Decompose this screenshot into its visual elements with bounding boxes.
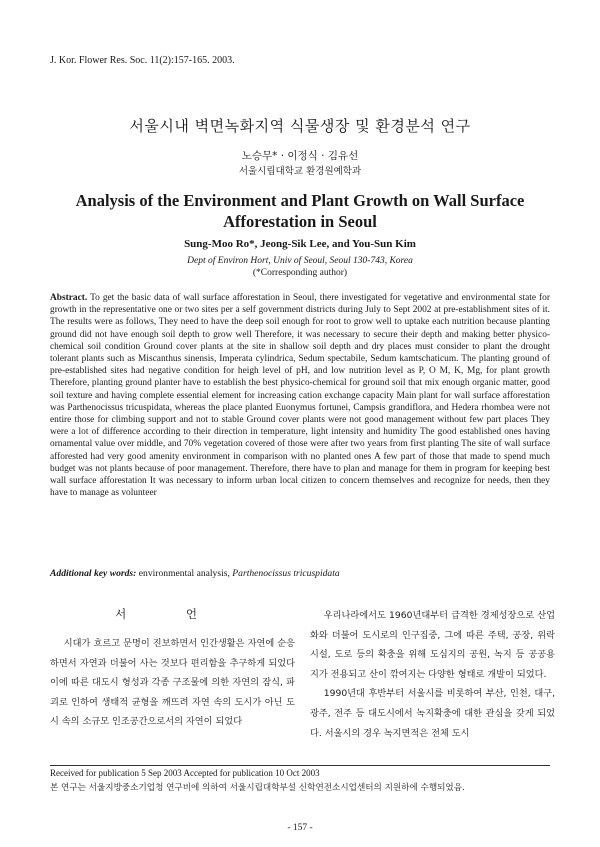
korean-affiliation: 서울시립대학교 환경원예학과 xyxy=(238,166,362,177)
english-authors: Sung-Moo Ro*, Jeong-Sik Lee, and You-Sun Kim xyxy=(184,238,416,250)
keywords-label: Additional key words: xyxy=(50,568,137,579)
page-number: - 157 - xyxy=(287,823,313,833)
corresponding-note: (*Corresponding author) xyxy=(252,268,348,278)
english-affiliation: Dept of Environ Hort, Univ of Seoul, Seoul 130-743, Korea xyxy=(187,256,413,266)
english-title: Analysis of the Environment and Plant Growth on Wall Surface Afforestation in Seoul xyxy=(75,191,525,231)
section-heading: 서 언 xyxy=(115,607,225,621)
abstract-label: Abstract. xyxy=(50,293,88,303)
footnote-rule xyxy=(50,765,550,766)
intro-paragraph-right-1: 우리나라에서도 1960년대부터 급격한 경제성장으로 산업화와 더불어 도시로의 인구집중, 그에 따른 주택, 공장, 위락시설, 도로 등의 확충을 위해 도심지의 공원, 녹지 등 공공용지가 전용되고 산이 깎여지는 다양한 형태로 개발이 되었다. xyxy=(310,610,555,680)
korean-authors: 노승무* · 이정식 · 김유선 xyxy=(241,150,359,162)
intro-paragraph-left: 시대가 흐르고 문명이 진보하면서 인간생활은 자연에 순응하면서 자연과 더불어 사는 것보다 편리함을 추구하게 되었다 이에 따른 대도시 형성과 각종 구조물에 의한 자연의 잠식, 파괴로 인하여 생태적 균형을 깨뜨려 자연 속의 도시가 아닌 도시 속의 소규모 인조공간으로서의 자연이 되었다 xyxy=(50,638,295,728)
received-note: Received for publication 5 Sep 2003 Accepted for publication 10 Oct 2003 xyxy=(50,768,320,778)
funding-note: 본 연구는 서울지방중소기업청 연구비에 의하여 서울시립대학부설 신학연전소시업센터의 지원하에 수행되었음. xyxy=(50,783,465,793)
keywords xyxy=(50,568,550,579)
abstract xyxy=(50,292,550,499)
korean-title: 서울시내 벽면녹화지역 식물생장 및 환경분석 연구 xyxy=(129,117,471,135)
journal-citation: J. Kor. Flower Res. Soc. 11(2):157-165. 2003. xyxy=(50,55,235,66)
keywords-italic: Parthenocissus tricuspidata xyxy=(232,568,340,579)
right-column xyxy=(310,606,555,743)
left-column xyxy=(50,634,295,732)
keywords-text: environmental analysis, xyxy=(138,568,230,579)
abstract-text: To get the basic data of wall surface afforestation in Seoul, there investigated for vegetative and environmental state for growth in the representative one or two sites per a self government districts during July to Sept 2002 at pre-establishment sites of it. The results were as follows, They need to have the deep soil enough for root to grow well to uptake each nutrition because planting ground did not have enough soil depth to grow well Therefore, it was necessary to secure their depth and making better physico-chemical soil condition Ground cover plants at the site in shallow soil depth and dry places must consider to plant the drought tolerant plants such as Miscanthus sinensis, Imperata cylindrica, Sedum spectabile, Sedum kamtschaticum. The planting ground of pre-established sites had negative condition for heigh level of pH, and low nutrition level as P, O M, K, Mg, for plant growth Therefore, planting ground planter have to establish the best physico-chemical for ground soil that mix enough organic matter, good soil texture and having complete essential element for increasing cation exchange capacity Main plant for wall surface afforestation was Parthenocissus tricuspidata, whereas the place planted Euonymus fortunei, Campsis grandiflora, and Hedera rhombea were not entire those for climbing support and not to stable Ground cover plants were not good management without few part places They were a lot of difference according to their direction in temperature, light intensity and humidity The good established ones having ornamental value over middle, and 70% vegetation covered of those were after two years from first planting The site of wall surface afforested had very good amenity environment in comparison with no planted ones A few part of those that made to spend much budget was not plants because of poor management. Therefore, there have to plan and manage for them in program for keeping best wall surface afforestation It was necessary to inform urban local citizen to concern themselves and recognize for needs, then they have to manage as volunteer xyxy=(50,293,550,499)
intro-paragraph-right-2: 1990년대 후반부터 서울시를 비롯하여 부산, 인천, 대구, 광주, 전주 등 대도시에서 녹지확충에 대한 관심을 갖게 되었다. 서울시의 경우 녹지면적은 전체 도시 xyxy=(310,688,555,739)
